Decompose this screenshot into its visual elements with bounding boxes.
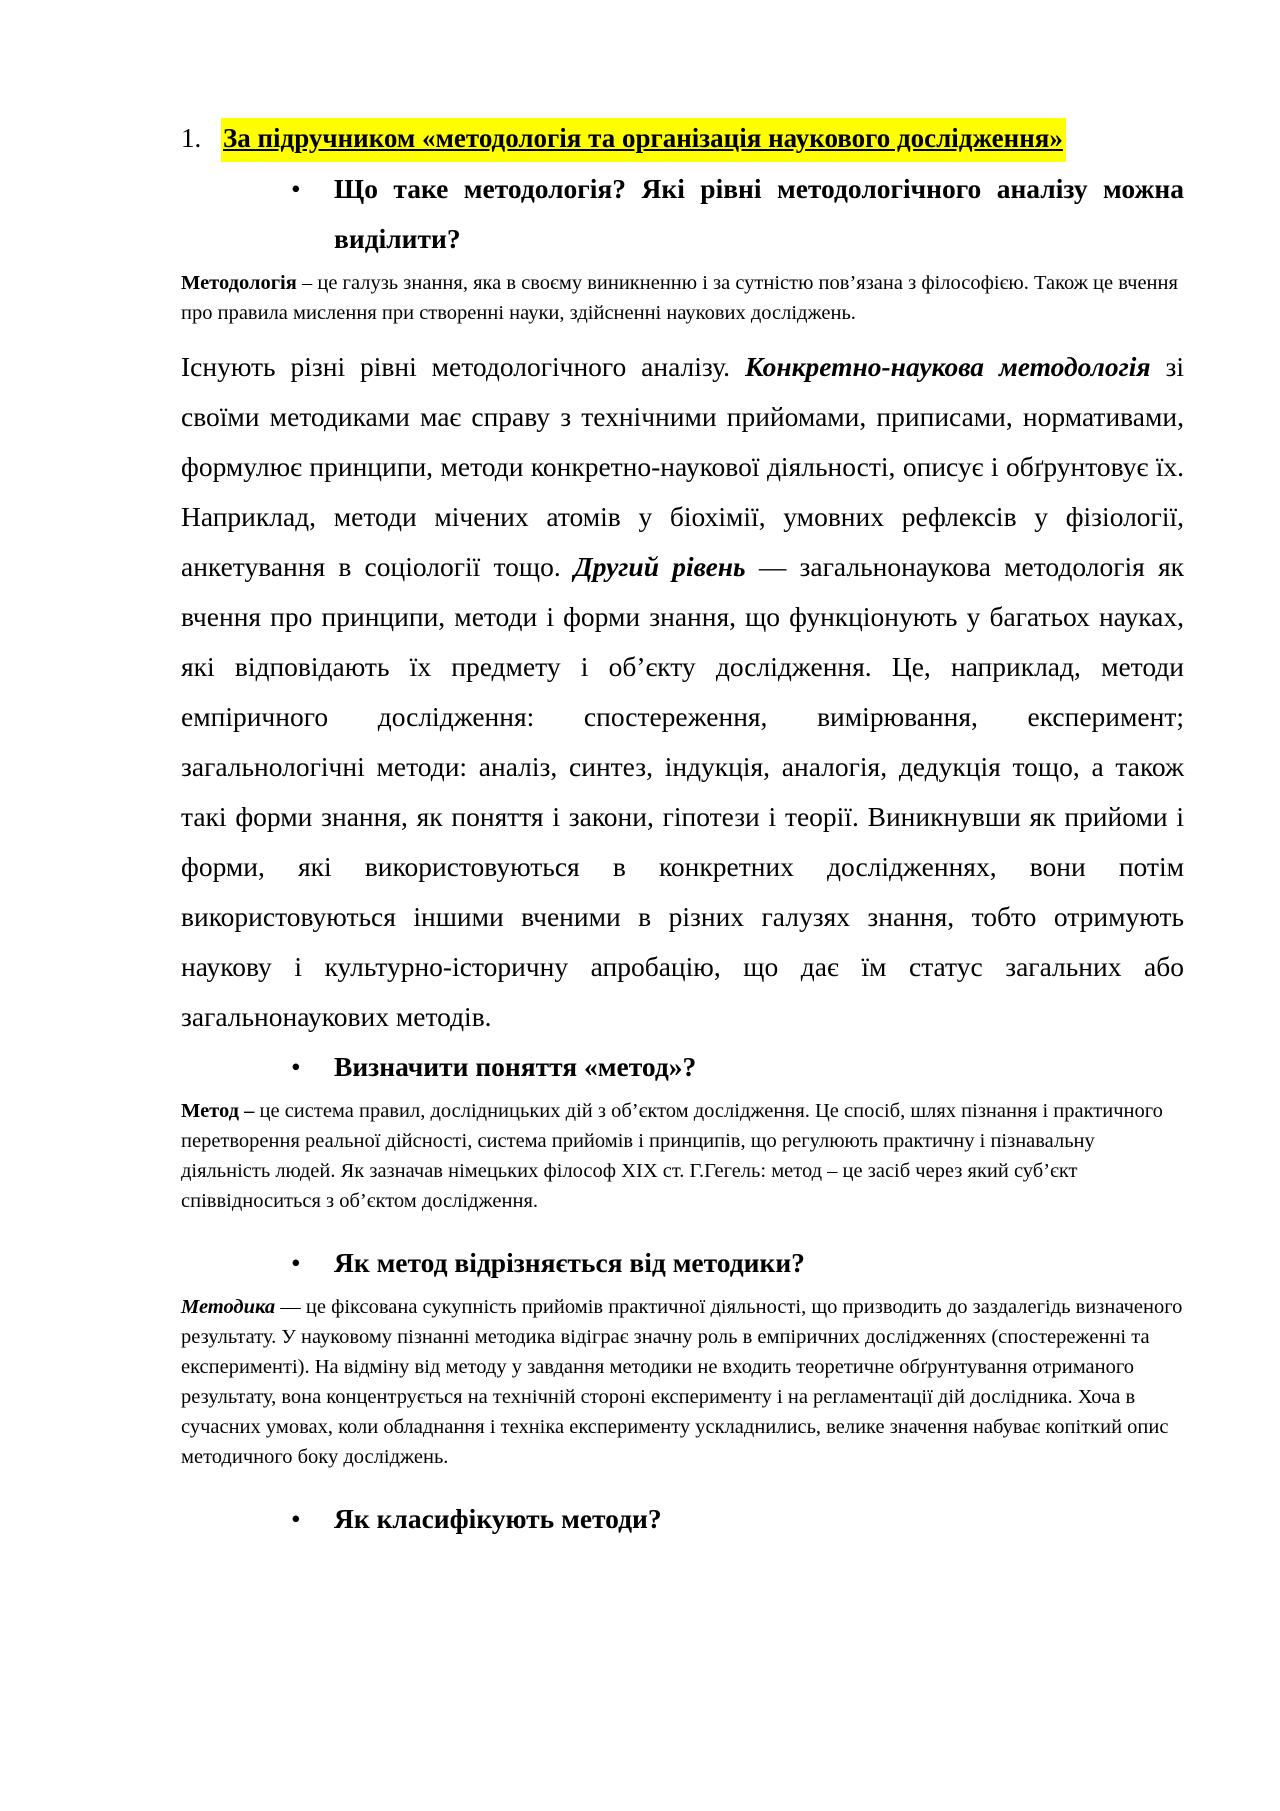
- document-page: [181, 118, 1184, 1544]
- methodology-definition-text: – це галузь знання, яка в своєму виникненню і за сутністю пов’язана з філософією. Також це вчення про правила мислення при створенні науки, здійсненні наукових досліджень.: [181, 272, 1178, 324]
- levels-text-2: — загальнонаукова методологія як вчення про принципи, методи і форми знання, що функціонують у багатьох науках, які відповідають їх предмету і об’єкту дослідження. Це, наприклад, методи емпіричного дослідження: спостереження, вимірювання, експеримент; загальнологічні методи: аналіз, синтез, індукція, аналогія, дедукція тощо, а також такі форми знання, як поняття і закони, гіпотези і теорії. Виникнувши як прийоми і форми, які використовуються в конкретних дослідженнях, вони потім використовуються іншими вченими в різних галузях знання, тобто отримують наукову і культурно-історичну апробацію, що дає їм статус загальних або загальнонаукових методів.: [181, 551, 1184, 1032]
- question-3: [181, 1238, 1184, 1288]
- question-4: [181, 1494, 1184, 1544]
- levels-text-1: зі своїми методиками має справу з технічними прийомами, приписами, нормативами, формулює принципи, методи конкретно-наукової діяльності, описує і обґрунтовує їх. Наприклад, методи мічених атомів у біохімії, умовних рефлексів у фізіології, анкетування в соціології тощо.: [181, 351, 1184, 582]
- concrete-methodology-term: Конкретно-наукова методологія: [744, 351, 1151, 382]
- bullet-icon: •: [291, 1503, 301, 1534]
- levels-paragraph: [181, 342, 1184, 1042]
- question-2: [181, 1042, 1184, 1092]
- method-definition-text: це система правил, дослідницьких дій з об’єктом дослідження. Це спосіб, шлях пізнання і практичного перетворення реальної дійсності, система прийомів і принципів, що регулюють практичну і пізнавальну діяльність людей. Як зазначав німецьких філософ XIX ст. Г.Гегель: метод – це засіб через який суб’єкт співвідноситься з об’єктом дослідження.: [181, 1100, 1163, 1212]
- section-title-highlighted: За підручником «методологія та організація наукового дослідження»: [221, 118, 1066, 162]
- question-1: [181, 164, 1184, 264]
- methodology-term: Методологія: [181, 272, 297, 294]
- bullet-icon: •: [291, 1051, 301, 1082]
- question-4-text: Як класифікують методи?: [334, 1503, 662, 1534]
- technique-term: Методика: [181, 1296, 276, 1318]
- technique-definition-text: — це фіксована сукупність прийомів практичної діяльності, що призводить до заздалегідь визначеного результату. У науковому пізнанні методика відіграє значну роль в емпіричних дослідженнях (спостереженні та експерименті). На відміну від методу у завдання методики не входить теоретичне обґрунтування отриманого результату, вона концентрується на технічній стороні експерименту і на регламентації дій дослідника. Хоча в сучасних умовах, коли обладнання і техніка експерименту ускладнились, велике значення набуває копіткий опис методичного боку досліджень.: [181, 1296, 1183, 1468]
- bullet-icon: •: [291, 1247, 301, 1278]
- question-3-text: Як метод відрізняється від методики?: [334, 1247, 805, 1278]
- second-level-term: Другий рівень: [573, 551, 746, 582]
- methodology-definition: [181, 268, 1184, 328]
- bullet-icon: •: [291, 173, 301, 204]
- section-heading: [181, 118, 1184, 162]
- question-1-text: Що таке методологія? Які рівні методологічного аналізу можна виділити?: [334, 173, 1184, 254]
- levels-intro: Існують різні рівні методологічного аналізу.: [181, 351, 745, 382]
- question-2-text: Визначити поняття «метод»?: [334, 1051, 697, 1082]
- method-term: Метод –: [181, 1100, 255, 1122]
- method-definition: [181, 1096, 1184, 1216]
- technique-definition: [181, 1292, 1184, 1472]
- section-number: 1.: [181, 123, 202, 153]
